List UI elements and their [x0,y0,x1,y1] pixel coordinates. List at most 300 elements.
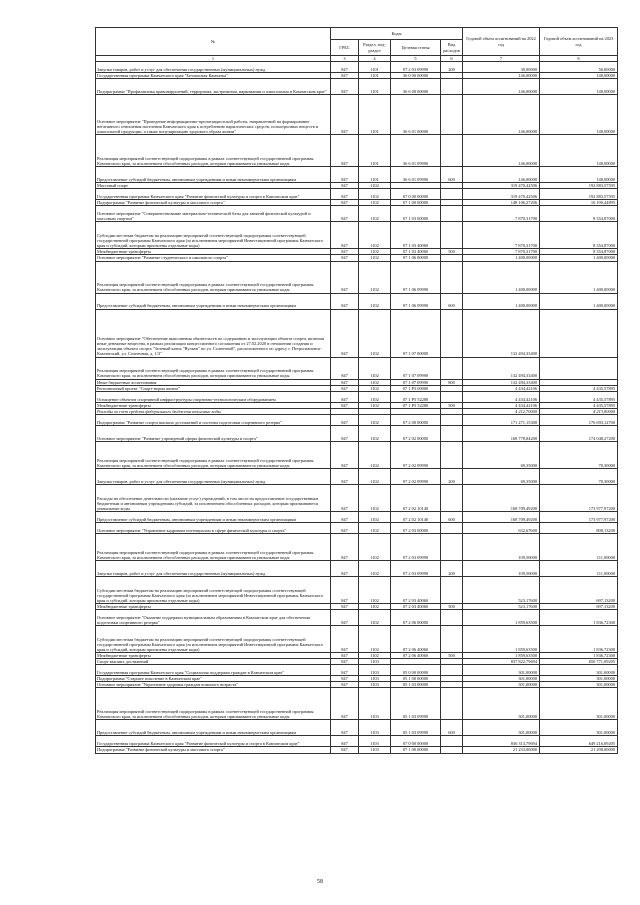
row-grbs: 847 [331,167,359,183]
row-amount-2022: 1 400,00000 [463,255,540,261]
row-grbs: 847 [331,441,359,468]
row-section: 1103 [359,688,391,720]
row-name: Предоставление субсидий бюджетным, автономным учреждениям и иным некоммерческим организациям [96,293,331,309]
row-section: 1102 [359,222,391,249]
row-expense-type [441,222,463,249]
row-amount-2022: 109,50000 [463,533,540,560]
row-amount-2023: 174 048,27200 [540,425,618,441]
table-row [96,135,618,167]
row-name: Предоставление субсидий бюджетным, автономным учреждениям и иным некоммерческим организациям [96,511,331,522]
row-name: Основное мероприятие "Оказание поддержки муниципальным образованиям в Камчатском крае для обеспечения подготовки спортивного резерва" [96,610,331,626]
row-grbs: 847 [331,414,359,425]
row-name: Государственная программа Камчатского края "Безопасная Камчатка" [96,73,331,79]
row-section: 1102 [359,249,391,255]
row-target-article: 07 1 07 09990 [391,357,441,379]
row-amount-2023: 70,30000 [540,468,618,484]
row-expense-type [441,391,463,402]
row-amount-2023: 16 190,44895 [540,200,618,206]
row-grbs: 847 [331,659,359,665]
row-amount-2022: 301,00000 [463,682,540,688]
row-amount-2023: 148,00000 [540,79,618,95]
row-amount-2023: 148,00000 [540,135,618,167]
row-name: Расходы на обеспечение деятельности (оказание услуг) учреждений, в том числе на предоставление государственным бюджетным и автономным учреждениям субсидий, за исключением обособленных расходов, которым присваиваются уникальные коды [96,484,331,511]
table-row [96,610,618,626]
header-2022: Годовой объем ассигнований на 2022 год [463,28,540,56]
row-expense-type [441,522,463,533]
table-row [96,95,618,135]
row-target-article: 36 0 00 00000 [391,73,441,79]
row-grbs: 847 [331,576,359,603]
row-expense-type: 600 [441,293,463,309]
row-target-article: 36 6 01 00000 [391,95,441,135]
row-amount-2023: 4 435,57895 [540,385,618,391]
row-name: Межбюджетные трансферты [96,402,331,408]
header-grbs: ГРБС [331,40,359,56]
row-expense-type: 500 [441,603,463,609]
row-amount-2022: 4 434,42106 [463,391,540,402]
row-section: 1101 [359,62,391,73]
row-amount-2022: 146,00000 [463,135,540,167]
row-amount-2022: 837 822,79694 [463,659,540,665]
row-section: 1102 [359,653,391,659]
row-section: 1101 [359,135,391,167]
row-grbs: 847 [331,676,359,682]
row-expense-type [441,95,463,135]
row-grbs: 847 [331,626,359,653]
row-amount-2022: 7 870,31700 [463,249,540,255]
row-expense-type [441,747,463,753]
row-section: 1103 [359,736,391,747]
row-target-article: 07 2 03 09990 [391,62,441,73]
row-grbs: 847 [331,183,359,189]
row-grbs: 847 [331,261,359,293]
row-name: Межбюджетные трансферты [96,603,331,609]
row-name: Реализация мероприятий соответствующей подпрограммы в рамках соответствующей государственной программы Камчатского края, за исключением обособленных расходов, которым присваиваются уникальные коды [96,357,331,379]
row-expense-type: 500 [441,249,463,255]
table-row [96,736,618,747]
row-amount-2022: 1 859,63500 [463,610,540,626]
row-amount-2022: 132 494,33400 [463,309,540,357]
row-expense-type [441,688,463,720]
row-amount-2022: 1 400,00000 [463,293,540,309]
row-grbs: 847 [331,511,359,522]
header-expense-type: Вид расходов [441,40,463,56]
row-section: 1102 [359,385,391,391]
row-amount-2022: 4 434,42106 [463,402,540,408]
row-amount-2023: 301,00000 [540,682,618,688]
row-grbs: 847 [331,357,359,379]
row-amount-2022: 836 313,79694 [463,736,540,747]
row-amount-2023: 301,00000 [540,676,618,682]
row-amount-2023: 173 977,97200 [540,484,618,511]
row-target-article: 07 1 07 09990 [391,379,441,385]
row-name: Предоставление субсидий бюджетным, автономным учреждениям и иным некоммерческим организациям [96,167,331,183]
row-grbs: 847 [331,73,359,79]
row-target-article: 07 2 00 00000 [391,414,441,425]
row-name: Межбюджетные трансферты [96,249,331,255]
row-expense-type: 800 [441,379,463,385]
column-number: 4 [359,56,391,62]
row-expense-type: 500 [441,402,463,408]
row-name: Реализация мероприятий соответствующей подпрограммы в рамках соответствующей государственной программы Камчатского края, за исключением обособленных расходов, которым присваиваются уникальные коды [96,135,331,167]
row-target-article: 07 2 02 10140 [391,511,441,522]
row-amount-2022: 146,00000 [463,73,540,79]
row-expense-type: 600 [441,167,463,183]
row-section: 1103 [359,720,391,736]
row-target-article: 07 2 02 10140 [391,484,441,511]
row-section: 1102 [359,441,391,468]
row-expense-type [441,626,463,653]
row-target-article: 07 1 00 00000 [391,747,441,753]
row-amount-2023: 4 435,57895 [540,402,618,408]
row-section: 1103 [359,747,391,753]
row-target-article: 05 1 03 09990 [391,720,441,736]
table-row [96,533,618,560]
column-number: 3 [331,56,359,62]
row-amount-2022: 146,00000 [463,167,540,183]
row-section: 1102 [359,391,391,402]
row-name: Закупка товаров, работ и услуг для обеспечения государственных (муниципальных) нужд [96,468,331,484]
row-amount-2022: 146,00000 [463,95,540,135]
row-amount-2022: 319 470,42506 [463,189,540,200]
row-name: Закупка товаров, работ и услуг для обеспечения государственных (муниципальных) нужд [96,560,331,576]
row-expense-type [441,189,463,200]
row-amount-2023: 649 216,09205 [540,736,618,747]
row-target-article: 05 1 03 00000 [391,682,441,688]
table-row [96,167,618,183]
row-name: Подпрограмма "Старшее поколение в Камчатском крае" [96,676,331,682]
row-grbs: 847 [331,249,359,255]
table-row [96,414,618,425]
row-grbs: 847 [331,62,359,73]
row-expense-type [441,736,463,747]
table-row [96,222,618,249]
row-target-article: 07 1 06 00000 [391,255,441,261]
row-section: 1102 [359,309,391,357]
row-section: 1102 [359,183,391,189]
row-amount-2022: 7 870,31700 [463,222,540,249]
row-grbs: 847 [331,293,359,309]
row-target-article: 07 2 03 00000 [391,522,441,533]
row-section: 1102 [359,522,391,533]
row-amount-2023: 192 883,57595 [540,183,618,189]
row-grbs: 847 [331,682,359,688]
row-section: 1102 [359,533,391,560]
row-name: Субсидии местным бюджетам на реализацию мероприятий соответствующей подпрограммы соответствующей государственной программы Камчатского края (за исключением мероприятий Инвестиционной программы Камчатского края и субсидий, которым присвоены отдельные коды) [96,576,331,603]
budget-table-page [95,27,617,754]
row-target-article: 07 2 06 40060 [391,653,441,659]
table-row [96,720,618,736]
row-name: Закупка товаров, работ и услуг для обеспечения государственных (муниципальных) нужд [96,62,331,73]
row-name: Государственная программа Камчатского края "Развитие физической культуры и спорта в Камчатском крае" [96,189,331,200]
table-row [96,626,618,653]
header-target-article: Целевая статья [391,40,441,56]
row-grbs: 847 [331,402,359,408]
row-amount-2022: 146,00000 [463,79,540,95]
row-name: Реализация мероприятий соответствующей подпрограммы в рамках соответствующей государственной программы Камчатского края, за исключением обособленных расходов, которым присваиваются уникальные коды [96,533,331,560]
row-amount-2022: 132 494,33400 [463,379,540,385]
row-section: 1102 [359,200,391,206]
row-amount-2023: 70,30000 [540,441,618,468]
header-2023: Годовой объем ассигнований на 2023 год [540,28,618,56]
row-amount-2023: 111,00000 [540,533,618,560]
row-target-article: 05 1 03 09990 [391,688,441,720]
row-name: Реализация мероприятий соответствующей подпрограммы в рамках соответствующей государственной программы Камчатского края, за исключением обособленных расходов, которым присваиваются уникальные коды [96,261,331,293]
row-target-article: 07 1 06 09990 [391,293,441,309]
row-amount-2022: 168 778,84200 [463,425,540,441]
row-amount-2023: 176 693,12700 [540,414,618,425]
row-target-article: 07 2 02 09990 [391,468,441,484]
row-amount-2022: 301,00000 [463,688,540,720]
row-amount-2022: 69,35000 [463,468,540,484]
row-name: Подпрограмма "Профилактика правонарушений, терроризма, экстремизма, наркомании и алкоголизма в Камчатском крае" [96,79,331,95]
row-target-article: 07 1 07 00000 [391,309,441,357]
row-grbs: 847 [331,747,359,753]
row-section: 1102 [359,511,391,522]
row-amount-2022: 1 859,63500 [463,653,540,659]
row-target-article: 07 0 00 00000 [391,189,441,200]
row-name: Региональный проект "Спорт-норма жизни" [96,385,331,391]
table-row [96,425,618,441]
row-amount-2023: 148,00000 [540,95,618,135]
row-amount-2022: 632,67600 [463,522,540,533]
row-grbs: 847 [331,189,359,200]
table-row [96,79,618,95]
row-section: 1101 [359,167,391,183]
column-number: 6 [441,56,463,62]
row-amount-2023: 111,00000 [540,560,618,576]
row-name: Основное мероприятие "Обеспечение выполнения обязательств по содержанию и эксплуатации объекта спорта, включая иные денежные вещества, в рамках реализации концессионного соглашения от 27.02.2020 в отношении создания и эксплуатации объекта спорта "Зеленый каток "Вулкан" по ул. Солнечной", расположенного по адресу г. Петропавловск-Камчатский, ул. Солнечная, д. 1/3" [96,309,331,357]
row-expense-type [441,206,463,222]
row-expense-type [441,261,463,293]
row-grbs: 847 [331,533,359,560]
row-amount-2022: 301,00000 [463,676,540,682]
row-expense-type [441,425,463,441]
table-row [96,576,618,603]
row-section: 1102 [359,357,391,379]
row-grbs: 847 [331,720,359,736]
column-number: 5 [391,56,441,62]
row-amount-2023: 8 354,87000 [540,249,618,255]
table-row [96,206,618,222]
row-expense-type [441,414,463,425]
row-name: Государственная программа Камчатского края "Развитие физической культуры и спорта в Камчатском крае" [96,736,331,747]
table-row [96,309,618,357]
row-section: 1103 [359,665,391,676]
row-section: 1102 [359,379,391,385]
row-grbs: 847 [331,653,359,659]
row-section: 1102 [359,560,391,576]
row-expense-type [441,484,463,511]
row-target-article: 36 6 01 09990 [391,135,441,167]
row-name: Государственная программа Камчатского края "Социальная поддержка граждан в Камчатском крае" [96,665,331,676]
table-row [96,261,618,293]
row-grbs: 847 [331,688,359,720]
row-grbs: 847 [331,255,359,261]
row-target-article: 07 1 03 40060 [391,249,441,255]
row-grbs: 847 [331,95,359,135]
row-grbs: 847 [331,222,359,249]
row-section: 1101 [359,95,391,135]
row-amount-2023: 1 836,72300 [540,653,618,659]
row-target-article: 07 2 06 00000 [391,610,441,626]
row-name: Реализация мероприятий соответствующей подпрограммы в рамках соответствующей государственной программы Камчатского края, за исключением обособленных расходов, которым присваиваются уникальные коды [96,441,331,468]
row-target-article: 07 0 00 00000 [391,736,441,747]
row-name: Основное мероприятие "Укрепление здоровья граждан пожилого возраста" [96,682,331,688]
row-section: 1102 [359,576,391,603]
row-expense-type [441,441,463,468]
row-section: 1103 [359,659,391,665]
row-grbs: 847 [331,79,359,95]
header-codes: Коды [331,28,463,40]
row-grbs: 847 [331,309,359,357]
row-section: 1103 [359,676,391,682]
row-section: 1102 [359,261,391,293]
row-expense-type [441,610,463,626]
row-expense-type: 600 [441,511,463,522]
row-amount-2022: 319 470,42506 [463,183,540,189]
row-amount-2023: 4 213,80000 [540,408,618,414]
row-name: Реализация мероприятий соответствующей подпрограммы в рамках соответствующей государственной программы Камчатского края, за исключением обособленных расходов, которым присваиваются уникальные коды [96,688,331,720]
row-section: 1102 [359,255,391,261]
row-target-article: 07 1 P5 52280 [391,402,441,408]
row-name: Основное мероприятие "Развитие учреждений сферы физической культуры и спорта" [96,425,331,441]
column-number: 7 [463,56,540,62]
row-section: 1103 [359,682,391,688]
row-section: 1101 [359,79,391,95]
row-expense-type: 200 [441,560,463,576]
row-name: Основное мероприятие "Совершенствование материально-технической базы для занятий физической культурой и массовым спортом" [96,206,331,222]
table-row [96,484,618,511]
row-expense-type: 200 [441,468,463,484]
table-row [96,441,618,468]
row-expense-type [441,135,463,167]
row-grbs: 847 [331,379,359,385]
row-grbs: 847 [331,665,359,676]
row-grbs: 847 [331,610,359,626]
table-row [96,665,618,676]
row-amount-2023: 808,13200 [540,522,618,533]
row-target-article: 07 2 03 40060 [391,576,441,603]
row-name: Предоставление субсидий бюджетным, автономным учреждениям и иным некоммерческим организациям [96,720,331,736]
row-amount-2023: 192 883,57595 [540,189,618,200]
header-razdel: Раздел, под-раздел [359,40,391,56]
row-target-article: 07 2 03 40060 [391,603,441,609]
row-grbs: 847 [331,391,359,402]
row-amount-2022: 7 870,31700 [463,206,540,222]
row-amount-2023: 1 836,72300 [540,626,618,653]
row-target-article: 36 6 01 09990 [391,167,441,183]
row-target-article: 07 2 03 09990 [391,560,441,576]
table-row [96,560,618,576]
table-row [96,688,618,720]
row-amount-2023 [540,309,618,357]
row-grbs: 847 [331,560,359,576]
row-name: Субсидии местным бюджетам на реализацию мероприятий соответствующей подпрограммы соответствующей государственной программы Камчатского края (за исключением мероприятий Инвестиционной программы Камчатского края и субсидий, которым присвоены отдельные коды) [96,626,331,653]
table-row [96,747,618,753]
row-section: 1102 [359,414,391,425]
row-amount-2022: 109,50000 [463,560,540,576]
row-expense-type: 600 [441,720,463,736]
row-amount-2023: 301,00000 [540,720,618,736]
row-amount-2022: 132 494,33400 [463,357,540,379]
row-amount-2023: 50,00000 [540,62,618,73]
row-name: Спорт высших достижений [96,659,331,665]
table-row [96,357,618,379]
row-grbs: 847 [331,200,359,206]
row-amount-2022: 171 271,15300 [463,414,540,425]
row-section: 1102 [359,206,391,222]
row-grbs: 847 [331,484,359,511]
row-grbs: 847 [331,468,359,484]
row-section: 1102 [359,425,391,441]
row-target-article: 07 2 02 09990 [391,441,441,468]
row-amount-2022: 301,00000 [463,720,540,736]
row-name: Массовый спорт [96,183,331,189]
row-name: Подпрограмма "Развитие спорта высших достижений и системы подготовки спортивного резерва" [96,414,331,425]
table-row [96,511,618,522]
row-grbs: 847 [331,736,359,747]
row-amount-2023: 301,00000 [540,665,618,676]
row-name: Оснащение объектов спортивной инфраструктуры спортивно-технологическим оборудованием [96,391,331,402]
row-amount-2023: 8 354,87000 [540,206,618,222]
row-expense-type [441,309,463,357]
row-section: 1101 [359,73,391,79]
row-amount-2022: 168 709,49200 [463,511,540,522]
row-expense-type [441,576,463,603]
row-target-article: 07 2 02 00000 [391,425,441,441]
row-amount-2023: 1 400,00000 [540,261,618,293]
row-name: Основное мероприятие "Проведение информационно-пропагандистской работы, направленной на формирование негативного отношения населения Камчатского края к потреблению наркотических средств, психотропных веществ и алкогольной продукции, а также популяризацию здорового образа жизни" [96,95,331,135]
row-amount-2022: 4 212,70000 [463,408,540,414]
row-amount-2022: 168 709,49200 [463,484,540,511]
row-grbs: 847 [331,425,359,441]
row-target-article: 05 1 00 00000 [391,676,441,682]
row-amount-2023: 148,00000 [540,73,618,79]
row-name: Подпрограмма "Развитие физической культуры и массового спорта" [96,747,331,753]
row-name: Субсидии местным бюджетам на реализацию мероприятий соответствующей подпрограммы соответствующей государственной программы Камчатского края (за исключением мероприятий Инвестиционной программы Камчатского края и субсидий, которым присвоены отдельные коды) [96,222,331,249]
row-amount-2022: 21 233,00000 [463,747,540,753]
row-amount-2022: 301,00000 [463,665,540,676]
row-amount-2023: 697,13200 [540,576,618,603]
row-amount-2022: 148 106,27206 [463,200,540,206]
row-grbs: 847 [331,206,359,222]
row-name: Основное мероприятие "Развитие студенческого и школьного спорта" [96,255,331,261]
row-grbs: 847 [331,385,359,391]
row-amount-2023: 21 298,00000 [540,747,618,753]
row-target-article: 07 1 03 40060 [391,222,441,249]
row-amount-2023 [540,357,618,379]
table-row [96,468,618,484]
row-expense-type [441,665,463,676]
row-section: 1102 [359,402,391,408]
row-amount-2022: 1 400,00000 [463,261,540,293]
budget-table [95,27,618,754]
row-amount-2022: 4 434,42106 [463,385,540,391]
row-target-article: 07 1 P5 52280 [391,391,441,402]
row-name: Межбюджетные трансферты [96,653,331,659]
row-amount-2022: 1 859,63500 [463,626,540,653]
row-section: 1102 [359,189,391,200]
table-row [96,62,618,73]
budget-rows [96,62,618,753]
row-expense-type [441,533,463,560]
row-amount-2023: 1 836,72300 [540,610,618,626]
row-name: Подпрограмма "Развитие физической культуры и массового спорта" [96,200,331,206]
row-target-article: 36 6 00 00000 [391,79,441,95]
row-amount-2023: 1 400,00000 [540,255,618,261]
page-number: 58 [317,879,323,885]
